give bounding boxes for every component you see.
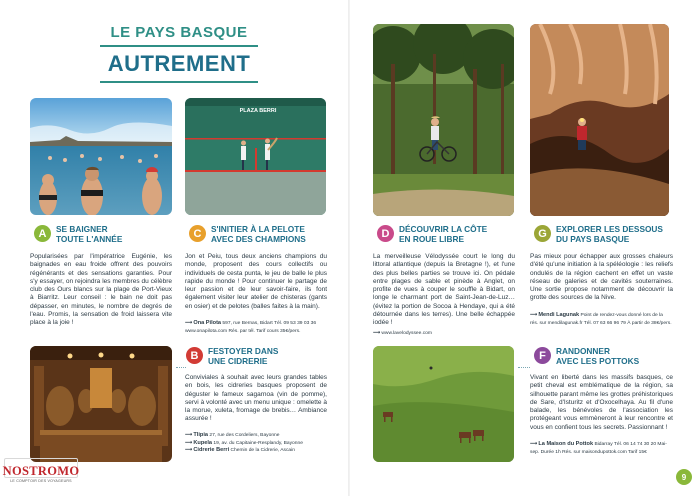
section-b-heading — [186, 347, 326, 366]
nostromo-logo — [2, 458, 80, 494]
section-g-title: EXPLORER LES DESSOUS DU PAYS BASQUE — [556, 224, 663, 244]
header-rule-bottom — [100, 81, 258, 83]
section-d-title: DÉCOUVRIR LA CÔTE EN ROUE LIBRE — [399, 224, 488, 244]
section-a-title: SE BAIGNER TOUTE L'ANNÉE — [56, 224, 123, 244]
section-g-heading — [534, 225, 684, 244]
logo-name: NOSTROMO — [2, 464, 80, 478]
photo-cave — [530, 24, 669, 216]
section-d-info: ⟶ www.lavelodyssee.com — [373, 331, 432, 336]
section-f-body: Vivant en liberté dans les massifs basques, ce petit cheval est emblématique de la région, sa silhouette parant même les grottes préhistoriques de Sare, d'Isturitz et d'Oxocelhaya. Au fil d'une balade, les bénévoles de l'association les protégeant vous emmèneront à leur rencontre et vous en confient tous les secrets. Passionnant ! — [530, 374, 673, 431]
section-c-badge: C — [189, 225, 206, 242]
photo-sea-swimmers — [30, 98, 172, 215]
section-g-body: Pas mieux pour échapper aux grosses chaleurs d'été qu'une initiation à la spéléologie : les reliefs ondulés de la région cachent en effet un vaste réseau de galeries et de cavités souterraines. Une sortie propose notamment de découvrir la grotte des sources de la Nive. — [530, 253, 673, 302]
header-line-1: LE PAYS BASQUE — [110, 24, 248, 41]
section-f-title: RANDONNER AVEC LES POTTOKS — [556, 346, 640, 366]
photo-cyclist-forest — [373, 24, 514, 216]
section-f-heading — [534, 347, 674, 366]
section-b-body: Conviviales à souhait avec leurs grandes tables en bois, les cidreries basques proposent de déguster le fameux sagarnoa (vin de pomme), servi à volonté avec un menu unique : omelette à la morue, xuleta, fromage de brebis… Ambiance assurée ! — [185, 374, 327, 423]
section-c-info: ⟶ Ona Pilota 597, rue Bernas, Bidart Tél. 09 53 39 03 36 www.onapilota.com Rés. par tél. Tarif cours 35€/pers. — [185, 320, 317, 334]
section-c-title: S'INITIER À LA PELOTE AVEC DES CHAMPIONS — [211, 224, 306, 244]
header-line-2: AUTREMENT — [107, 51, 251, 76]
section-c-body: Jon et Peiu, tous deux anciens champions du monde, proposent des cours collectifs ou individuels de cesta punta, le jeu de balle le plus rapide du monde ! Pour continuer le partage de leur passion et de leur savoir-faire, ils font également visiter leur atelier de chisteras (gants en osier) et de pelotes (balles faites à la main). — [185, 253, 327, 310]
logo-tagline: LE COMPTOIR DES VOYAGEURS — [10, 479, 72, 483]
section-b-title: FESTOYER DANS UNE CIDRERIE — [208, 346, 279, 366]
pelota-wall-sign: PLAZA BERRI — [239, 108, 277, 114]
header-rule-top — [100, 45, 258, 47]
section-a-body: Popularisées par l'impératrice Eugénie, les baignades en eau froide offrent des pouvoirs régénérants et des sensations garanties. Pour s'y essayer, on rejoindra les membres du célèbre club des Ours blancs sur la plage de Port-Vieux à Biarritz. Leur conseil : le bain ne doit pas dépasser, en minutes, le nombre de degrés de l'eau. Promis, la sensation de froid laissera vite place à la joie ! — [30, 253, 172, 327]
right-page — [350, 0, 700, 496]
section-f-info: ⟶ La Maison du Pottok Bidarray Tél. 06 14 74 30 20 Mai-sep. Durée 1h Rés. sur maisondupottok.com Tarif 15€ — [530, 441, 667, 455]
section-g-badge: G — [534, 225, 551, 242]
page-header — [100, 24, 258, 87]
section-g-info: ⟶ Mendi Lagunak Point de rendez-vous donné lors de la rés. sur mendilagunak.fr Tél. 07 63 66 96 79 À partir de 38€/pers. — [530, 312, 672, 326]
section-d-heading — [377, 225, 517, 244]
section-b-dotted-leader — [176, 367, 186, 368]
section-a-badge: A — [34, 225, 51, 242]
section-b-info: ⟶ Tlipia 27, rue des Cordeliers, Bayonne ⟶ Kupela 19, av. du Capitaine-Resplandy, Bayonne ⟶ Cidrerie Berri Chemin de la Cidrerie, Ascain — [185, 432, 303, 453]
section-b-badge: B — [186, 347, 203, 364]
section-c-heading — [189, 225, 329, 244]
photo-cider-house — [30, 346, 172, 462]
section-d-body: La merveilleuse Vélodyssée court le long du littoral atlantique (depuis la Bretagne !), et l'une des plus belles parties se trouve ici. On pédale entre plages de sable et pinède à Anglet, on profite de vues à couper le souffle à Bidart, on longe le charmant port de Saint-Jean-de-Luz… (évitez la portion de Socoa à Hendaye, qui a été détournée dans les terres). Une belle échappée iodée ! — [373, 253, 515, 327]
photo-pelota-court — [185, 98, 326, 215]
section-a-heading — [34, 225, 172, 244]
page-number-badge: 9 — [676, 469, 692, 485]
section-f-badge: F — [534, 347, 551, 364]
section-d-badge: D — [377, 225, 394, 242]
photo-pottok-meadow — [373, 346, 514, 462]
section-f-dotted-leader — [518, 367, 530, 368]
